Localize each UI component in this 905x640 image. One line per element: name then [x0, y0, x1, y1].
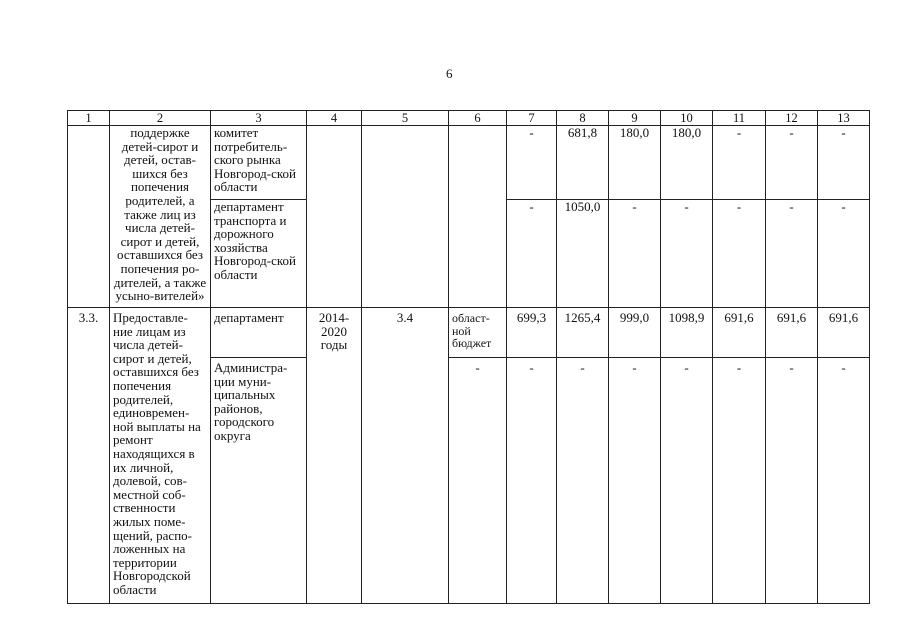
executor-name: Администра-ции муни-ципальных районов, городского округа	[214, 360, 288, 443]
page-number: 6	[446, 66, 453, 81]
header-cell: 4	[307, 111, 362, 126]
value-cell: 1098,9	[661, 308, 713, 358]
header-cell: 13	[818, 111, 870, 126]
source-cell	[449, 308, 507, 358]
header-row	[68, 111, 870, 126]
program-table	[67, 110, 870, 604]
header-cell: 9	[609, 111, 661, 126]
target-indicator: 3.4	[396, 310, 414, 325]
table-row	[68, 308, 870, 358]
value-cell: 1050,0	[557, 200, 609, 308]
target-cell	[362, 308, 449, 604]
measure-name: Предоставле-ние лицам из числа детей-сирот и детей, оставшихся без попечения родителей, единовремен-ной выплаты на ремонт находящихся в их личной, долевой, сов-местной соб-ственности жилых поме-щений, распо-ложенных на территории Новгородской области	[113, 310, 201, 597]
executor-name: департамент транспорта и дорожного хозяйства Новгород-ской области	[214, 199, 296, 282]
value-cell: 699,3	[507, 308, 557, 358]
value-cell: -	[609, 358, 661, 604]
executor-cell	[211, 308, 307, 358]
value-cell: 180,0	[661, 126, 713, 200]
value-cell: -	[507, 200, 557, 308]
item-number: 3.3.	[78, 310, 99, 325]
value-cell: -	[609, 200, 661, 308]
header-cell: 6	[449, 111, 507, 126]
executor-name: комитет потребитель-ского рынка Новгород-ской области	[214, 125, 296, 195]
executor-cell	[211, 358, 307, 604]
executor-name: департамент	[214, 310, 284, 325]
value-cell: -	[713, 200, 766, 308]
executor-cell	[211, 200, 307, 308]
value-cell: -	[713, 358, 766, 604]
value-cell: -	[507, 358, 557, 604]
header-cell: 5	[362, 111, 449, 126]
period: 2014-2020 годы	[318, 310, 350, 353]
header-cell: 12	[766, 111, 818, 126]
value-cell: 681,8	[557, 126, 609, 200]
period-cell	[307, 308, 362, 604]
value-cell: -	[766, 126, 818, 200]
measure-name-cell	[110, 308, 211, 604]
value-cell: -	[713, 126, 766, 200]
funding-source: област-ной бюджет	[452, 311, 492, 350]
header-cell: 7	[507, 111, 557, 126]
value-cell: -	[661, 200, 713, 308]
value-cell: -	[557, 358, 609, 604]
source-cell: -	[449, 358, 507, 604]
value-cell: 691,6	[818, 308, 870, 358]
value-cell: 1265,4	[557, 308, 609, 358]
measure-name: поддержке детей-сирот и детей, остав-шихся без попечения родителей, а также лиц из числа детей-сирот и детей, оставшихся без попечения ро-дителей, а также усыно-вителей»	[113, 125, 207, 304]
table-row	[68, 126, 870, 200]
value-cell: 180,0	[609, 126, 661, 200]
period-cell	[307, 126, 362, 308]
executor-cell	[211, 126, 307, 200]
source-cell	[449, 126, 507, 308]
header-cell: 8	[557, 111, 609, 126]
header-cell: 11	[713, 111, 766, 126]
value-cell: 999,0	[609, 308, 661, 358]
item-number-cell	[68, 126, 110, 308]
value-cell: 691,6	[713, 308, 766, 358]
header-cell: 10	[661, 111, 713, 126]
value-cell: -	[766, 200, 818, 308]
value-cell: -	[507, 126, 557, 200]
measure-name-cell	[110, 126, 211, 308]
value-cell: -	[661, 358, 713, 604]
target-cell	[362, 126, 449, 308]
item-number-cell	[68, 308, 110, 604]
header-cell: 2	[110, 111, 211, 126]
header-cell: 3	[211, 111, 307, 126]
value-cell: -	[818, 200, 870, 308]
value-cell: -	[818, 358, 870, 604]
value-cell: -	[766, 358, 818, 604]
value-cell: 691,6	[766, 308, 818, 358]
value-cell: -	[818, 126, 870, 200]
header-cell: 1	[68, 111, 110, 126]
